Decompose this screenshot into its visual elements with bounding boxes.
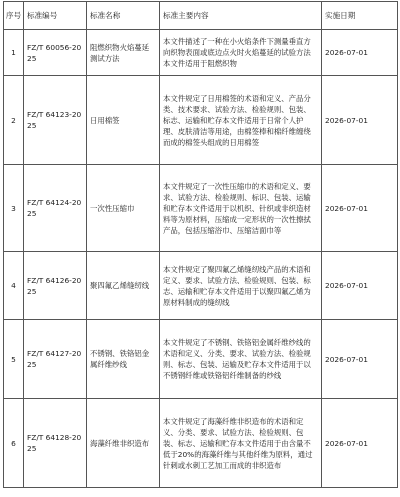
row-content: 本文件规定了不锈钢、铁铬铝金属纤维纱线的术语和定义、分类、要求、试验方法、检验规则、标志、包装、运输及贮存本文件适用于以不锈钢纤维或铁铬铝纤维制备的纱线: [160, 320, 322, 399]
row-code: FZ/T 64126-2025: [24, 252, 87, 320]
header-content: 标准主要内容: [160, 2, 322, 30]
row-name: 一次性压缩巾: [87, 165, 160, 252]
row-date: 2026-07-01: [322, 399, 398, 488]
table-row: [4, 252, 398, 320]
row-name: 阻燃织物火焰蔓延测试方法: [87, 30, 160, 76]
row-name: 不锈钢、铁铬铝金属纤维纱线: [87, 320, 160, 399]
row-no: 3: [4, 165, 24, 252]
header-no: 序号: [4, 2, 24, 30]
row-date: 2026-07-01: [322, 252, 398, 320]
table-row: [4, 399, 398, 488]
row-no: 1: [4, 30, 24, 76]
row-no: 5: [4, 320, 24, 399]
row-content: 本文件描述了一种在小火焰条件下测量垂直方向织物表面或底边点火时火焰蔓延的试验方法本文件适用于阻燃织物: [160, 30, 322, 76]
header-date: 实施日期: [322, 2, 398, 30]
table-row: [4, 165, 398, 252]
row-code: FZ/T 60056-2025: [24, 30, 87, 76]
row-content: 本文件规定了海藻纤维非织造布的术语和定义、分类、要求、试验方法、检验规则、包装、标志、运输和贮存本文件适用于由含量不低于20%的海藻纤维与其他纤维为原料，通过针刺或水刺工艺加工而成的非织造布: [160, 399, 322, 488]
row-code: FZ/T 64127-2025: [24, 320, 87, 399]
standards-table: [3, 1, 398, 488]
row-no: 6: [4, 399, 24, 488]
row-code: FZ/T 64123-2025: [24, 76, 87, 165]
header-code: 标准编号: [24, 2, 87, 30]
row-name: 海藻纤维非织造布: [87, 399, 160, 488]
row-date: 2026-07-01: [322, 165, 398, 252]
header-name: 标准名称: [87, 2, 160, 30]
row-content: 本文件规定了日用棉签的术语和定义、产品分类、技术要求、试验方法、检验规则、包装、标志、运输和贮存本文件适用于日常个人护理、皮肤清洁等用途，由棉签棒和棉纤维缠绕而成的棉签头组成的日用棉签: [160, 76, 322, 165]
row-content: 本文件规定了聚四氟乙烯缝纫线产品的术语和定义、要求、试验方法、检验规则、包装、标志、运输和贮存本文件适用于以聚四氟乙烯为原材料制成的缝纫线: [160, 252, 322, 320]
row-code: FZ/T 64128-2025: [24, 399, 87, 488]
header-row: [4, 2, 398, 30]
row-content: 本文件规定了一次性压缩巾的术语和定义、要求、试验方法、检验规则、标识、包装、运输和贮存本文件适用于以机织、针织或非织造材料等为原材料，压缩成一定形状的一次性擦拭产品，包括压缩浴巾、压缩洁面巾等: [160, 165, 322, 252]
table-row: [4, 76, 398, 165]
row-date: 2026-07-01: [322, 320, 398, 399]
row-name: 日用棉签: [87, 76, 160, 165]
row-date: 2026-07-01: [322, 30, 398, 76]
row-no: 2: [4, 76, 24, 165]
row-date: 2026-07-01: [322, 76, 398, 165]
table-row: [4, 320, 398, 399]
row-code: FZ/T 64124-2025: [24, 165, 87, 252]
table-row: [4, 30, 398, 76]
row-no: 4: [4, 252, 24, 320]
row-name: 聚四氟乙烯缝纫线: [87, 252, 160, 320]
